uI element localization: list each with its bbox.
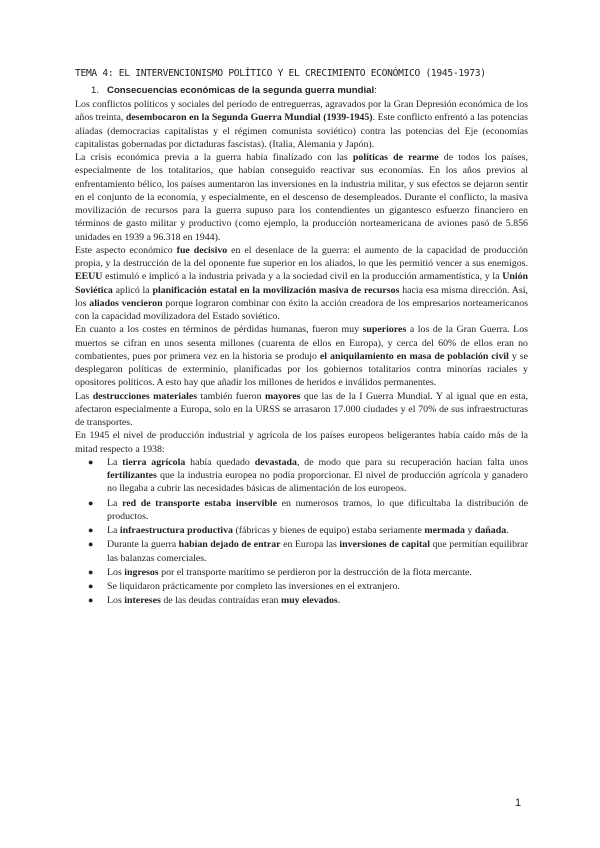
- body-paragraph: [75, 429, 528, 456]
- bold-text-run: mayores: [264, 390, 301, 402]
- bullet-icon: ●: [88, 539, 94, 550]
- bold-text-run: aliados vencieron: [89, 297, 163, 309]
- body-paragraph: [75, 151, 528, 244]
- text-run: Las: [75, 390, 93, 402]
- text-run: que las de la I Guerra Mundial. Y al igual que en esta, afectaron especialmente a Europa, solo en la URSS se arrasaron 17.000 ciudades y el 70% de sus infraestructuras de transportes.: [75, 390, 529, 428]
- body-paragraph: [75, 390, 528, 430]
- bold-text-run: intereses: [124, 595, 161, 607]
- body-paragraph: [75, 98, 528, 151]
- bold-text-run: el aniquilamiento en masa de población civil: [319, 350, 509, 362]
- bold-text-run: habían dejado de entrar: [178, 539, 281, 551]
- text-run: Los conflictos políticos y sociales del período de entreguerras, agravados por la Gran Depresión económica de los años treinta,: [75, 99, 528, 124]
- text-run: La: [107, 497, 123, 509]
- text-run: hacia esa misma dirección. Así, los: [75, 284, 528, 309]
- bold-text-run: superiores: [362, 324, 407, 336]
- text-run: (fábricas y bienes de equipo) estaba seriamente: [233, 525, 425, 536]
- bullet-icon: ●: [88, 497, 94, 508]
- text-run: En cuanto a los costes en términos de pérdidas humanas, fueron muy: [75, 324, 363, 336]
- text-run: La crisis económica previa a la guerra había finalizado con las: [75, 152, 353, 163]
- bold-text-run: destrucciones materiales: [92, 390, 198, 402]
- text-run: La: [107, 525, 120, 536]
- text-run: estimuló e implicó a la industria privada y a la sociedad civil en la producción armamentística, y la: [102, 271, 503, 283]
- text-run: y se desplegaron políticas de exterminio, planificadas por los gobiernos totalitarios contra minorías raciales y opositores políticos. A esto hay que añadir los millones de heridos e inválidos permanentes.: [75, 350, 529, 389]
- bullet-icon: ●: [88, 566, 94, 577]
- text-run: Los: [107, 595, 125, 607]
- bold-text-run: políticas de rearme: [352, 152, 439, 163]
- document-title: TEMA 4: EL INTERVENCIONISMO POLÍTICO Y EL CRECIMIENTO ECONÓMICO (1945-1973): [75, 68, 486, 79]
- text-run: por el transporte marítimo se perdieron por la destrucción de la flota mercante.: [158, 566, 472, 578]
- bold-text-run: fue decisivo: [176, 244, 228, 256]
- text-run: y: [464, 525, 475, 536]
- bold-text-run: tierra agrícola: [122, 456, 186, 468]
- text-run: porque lograron combinar con éxito la acción creadora de los empresarios norteamericanos con la capacidad movilizadora del Estado soviético.: [75, 297, 529, 322]
- list-item: [88, 497, 528, 524]
- list-item: [88, 566, 528, 579]
- list-item: [88, 594, 528, 607]
- text-run: de las deudas contraídas eran: [160, 595, 281, 607]
- text-run: Los: [107, 566, 125, 578]
- bold-text-run: mermada: [424, 525, 465, 536]
- list-item: [88, 524, 528, 537]
- text-run: aplicó la: [112, 284, 153, 296]
- bold-text-run: inversiones de capital: [339, 539, 430, 551]
- bold-text-run: muy elevados: [280, 595, 338, 607]
- bold-text-run: dañada: [474, 525, 507, 536]
- section-heading-colon: :: [374, 85, 377, 96]
- body-paragraph: [75, 244, 528, 324]
- document-page: [75, 68, 528, 609]
- bold-text-run: Unión Soviética: [75, 271, 528, 296]
- text-run: .: [506, 525, 509, 536]
- text-run: En 1945 el nivel de producción industrial y agrícola de los países europeos beligerantes había caído más de la mitad respecto a 1938:: [75, 430, 528, 455]
- text-run: . Este conflicto enfrentó a las potencias aliadas (democracias capitalistas y el régimen comunista soviético) contra las potencias del Eje (economías capitalistas gobernadas por dictaduras fascistas). (Italia, Alemania y Japón).: [75, 112, 528, 150]
- bold-text-run: desembocaron en la Segunda Guerra Mundial (1939-1945): [125, 112, 373, 124]
- bold-text-run: planificación estatal en la movilización masiva de recursos: [152, 284, 400, 296]
- body-paragraph: [75, 323, 528, 389]
- page-number: 1: [515, 797, 522, 809]
- list-item: [88, 580, 528, 593]
- body-paragraphs: [75, 98, 528, 456]
- bullet-icon: ●: [88, 525, 94, 535]
- text-run: de todos los países, especialmente de los totalitarios, que habían conseguido reactivar sus economías. En los años previos al enfrentamiento bélico, los países aumentaron las inversiones en la industria militar, y sus efectos se dejaron sentir en el conjunto de la economía, y especialmente, en el descenso de desempleados. Durante el conflicto, la masiva movilización de recursos para la guerra supuso para los contendientes un gigantesco esfuerzo financiero en términos de gasto militar y productivo (como ejemplo, la producción norteamericana de aviones pasó de 5.856 unidades en 1939 a 96.318 en 1944).: [75, 152, 528, 243]
- list-item: [88, 538, 528, 565]
- text-run: que permitían equilibrar las balanzas comerciales.: [107, 539, 528, 564]
- section-heading: [91, 85, 528, 96]
- text-run: que la industria europea no podía proporcionar. El nivel de producción agrícola y ganadero no llegaba a cubrir las necesidades básicas de alimentación de los europeos.: [107, 470, 528, 495]
- bold-text-run: infraestructura productiva: [119, 525, 233, 536]
- list-item: [88, 456, 529, 496]
- text-run: La: [107, 456, 123, 468]
- section-number: 1.: [91, 85, 100, 96]
- bullet-icon: ●: [88, 595, 94, 606]
- bold-text-run: red de transporte estaba inservible: [122, 497, 278, 509]
- section-heading-text: Consecuencias económicas de la segunda guerra mundial: [107, 85, 375, 96]
- text-run: había quedado: [185, 456, 255, 468]
- bullet-icon: ●: [88, 581, 94, 591]
- consequences-list: [75, 456, 528, 608]
- text-run: Se liquidaron prácticamente por completo las inversiones en el extranjero.: [107, 581, 400, 592]
- bold-text-run: devastada: [254, 456, 297, 468]
- text-run: .: [337, 595, 341, 607]
- text-run: Este aspecto económico: [75, 244, 177, 256]
- text-run: en Europa las: [280, 539, 340, 551]
- bold-text-run: fertilizantes: [107, 470, 157, 481]
- text-run: también fueron: [197, 390, 265, 402]
- bold-text-run: EEUU: [75, 271, 103, 283]
- text-run: en el desenlace de la guerra: el aumento de la capacidad de producción propia, y la destrucción de la del oponente fue superior en los aliados, lo que les permitió vencer a sus enemigos.: [75, 244, 528, 269]
- text-run: , de modo que para su recuperación hacían falta unos: [296, 456, 529, 468]
- text-run: en numerosos tramos, lo que dificultaba la distribución de productos.: [107, 497, 528, 522]
- text-run: Durante la guerra: [107, 539, 179, 551]
- bullet-icon: ●: [88, 456, 94, 467]
- bold-text-run: ingresos: [124, 566, 159, 578]
- text-run: a los de la Gran Guerra. Los muertos se cifran en unos sesenta millones (cuarenta de ellos en Europa), y cerca del 60% de ellos eran no combatientes, pues por primera vez en la historia se produjo: [75, 324, 528, 362]
